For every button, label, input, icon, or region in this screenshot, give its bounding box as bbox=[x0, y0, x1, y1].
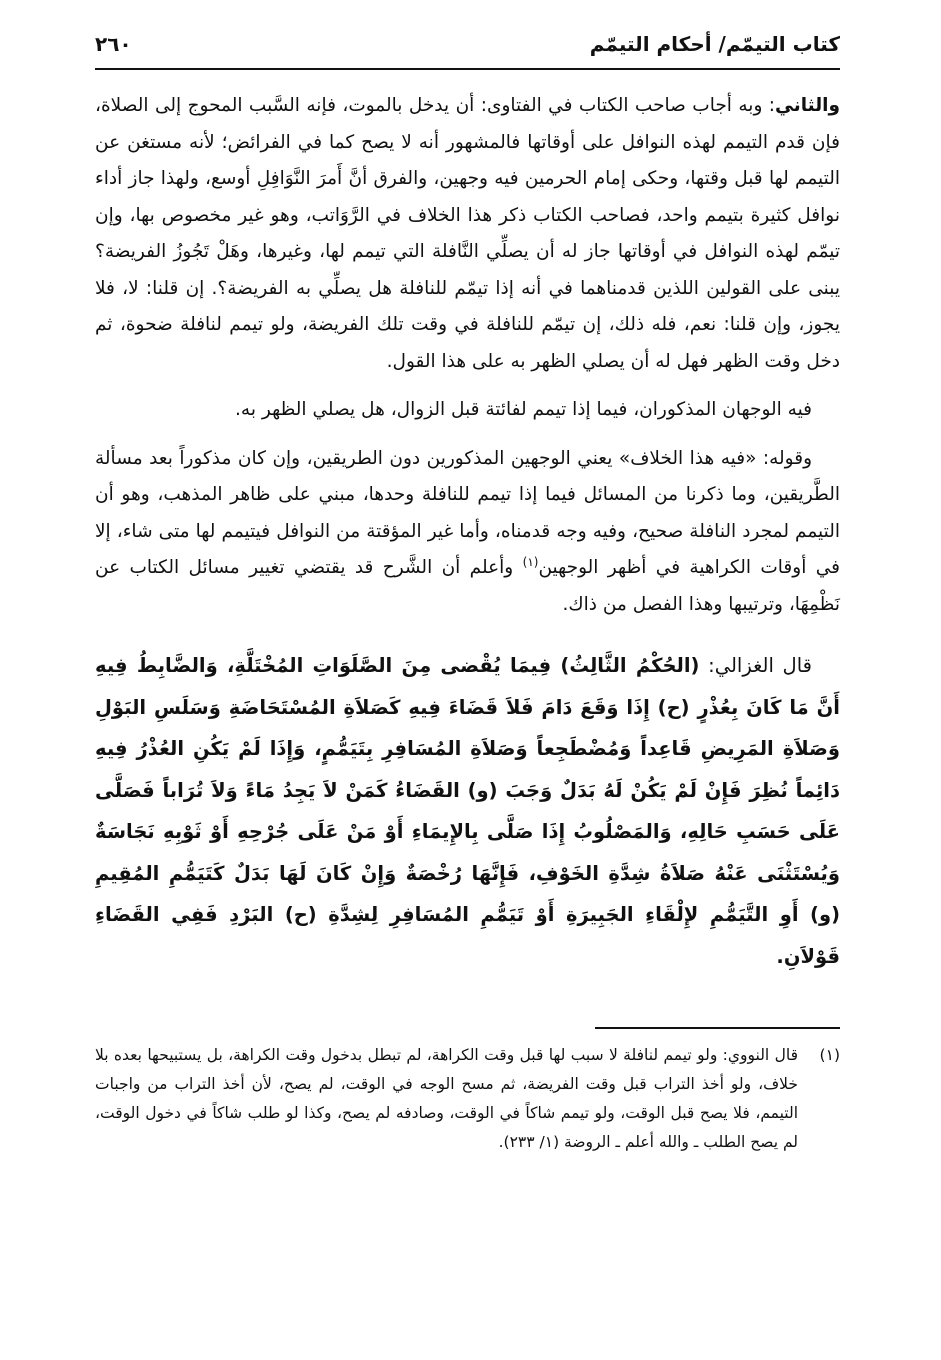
matn-passage bbox=[95, 645, 840, 977]
paragraph-text: : وبه أجاب صاحب الكتاب في الفتاوى: أن يدخل بالموت، فإنه السَّبب المحوج إلى الصلاة، فإن قدم التيمم لهذه النوافل على أوقاتها فالمشهور أنه لا يصح كما في الفرائض؛ لأنه مستغن عن التيمم لها قبل وقتها، وحكى إمام الحرمين فيه وجهين، والفرق أنَّ أَمرَ النَّوَافِلِ أوسع، ولهذا جاز أداء نوافل كثيرة بتيمم واحد، فصاحب الكتاب ذكر هذا الخلاف في الرَّوَاتب، وهو غير مخصوص بها، وإن تيمّم لهذه النوافل في أوقاتها جاز له أن يصلِّي النَّافلة التي تيمم لها، وغيرها، وهَلْ تَجُوزُ الفريضة؟ يبنى على القولين اللذين قدمناهما في أنه إذا تيمّم للنافلة هل يصلِّي به الفريضة؟. إن قلنا: لا، فلا يجوز، وإن قلنا: نعم، فله ذلك، إن تيمّم للنافلة في وقت تلك الفريضة، ولو تيمم لنافلة ضحوة، ثم دخل وقت الظهر فهل له أن يصلي الظهر به على هذا القول. bbox=[95, 95, 840, 372]
footnote bbox=[95, 1041, 840, 1157]
paragraph-text-continued: وأعلم أن الشَّرح قد يقتضي تغيير مسائل الكتاب عن نَظْمِهَا، وترتيبها وهذا الفصل من ذاك. bbox=[95, 557, 840, 615]
paragraph-1 bbox=[95, 88, 840, 380]
commentary-body bbox=[95, 88, 840, 623]
paragraph-lead-term: والثاني bbox=[775, 95, 840, 116]
page-number: ٢٦٠ bbox=[95, 32, 132, 56]
matn-speaker: قال الغزالي: bbox=[699, 654, 812, 677]
footnote-text: قال النووي: ولو تيمم لنافلة لا سبب لها قبل وقت الكراهة، لم تبطل بدخول وقت الكراهة، بل يستبيحها بعده بلا خلاف، ولو أخذ التراب قبل وقت الفريضة، ثم مسح الوجه في الوقت، لم يصح، لأن أخذ التراب من واجبات التيمم، فلا يصح قبل الوقت، ولو تيمم شاكاً في الوقت، وصادفه لم يصح، وكذا لو طلب شاكاً في دخول الوقت، لم يصح الطلب ـ والله أعلم ـ الروضة (١/ ٢٣٣). bbox=[95, 1046, 798, 1151]
matn-text: (الحُكْمُ الثَّالِثُ) فِيمَا يُقْضى مِنَ الصَّلَوَاتِ المُخْتَلَّةِ، وَالضَّابِطُ فِيهِ أَنَّ مَا كَانَ بِعُذْرٍ (ح) إِذَا وَقَعَ دَامَ فَلاَ قَضَاءَ فِيهِ كَصَلاَةِ المُسْتَحَاضَةِ وَسَلَسِ البَوْلِ وَصَلاَةِ المَرِيضِ قَاعِداً وَمُضْطَجِعاً وَصَلاَةِ المُسَافِرِ بِتَيَمُّمٍ، وَإِذَا لَمْ يَكُنِ العُذْرُ فِيهِ دَائِماً نُظِرَ فَإِنْ لَمْ يَكُنْ لَهُ بَدَلٌ وَجَبَ (و) القَضَاءُ كَمَنْ لاَ يَجِدُ مَاءً وَلاَ تُرَاباً فَصَلَّى عَلَى حَسَبِ حَالِهِ، وَالمَصْلُوبُ إِذَا صَلَّى بِالإِيمَاءِ أَوْ مَنْ عَلَى جُرْحِهِ أَوْ ثَوْبِهِ نَجَاسَةٌ وَيُسْتَثْنَى عَنْهُ صَلاَةُ شِدَّةِ الخَوْفِ، فَإِنَّهَا رُخْصَةٌ وَإِنْ كَانَ لَهَا بَدَلٌ كَتَيَمُّمِ المُقِيمِ (و) أَوِ التَّيَمُّمِ لإِلْقَاءِ الجَبِيرَةِ أَوْ تَيَمُّمِ المُسَافِرِ لِشِدَّةِ (ح) البَرْدِ فَفِي القَضَاءِ قَوْلاَنِ. bbox=[95, 654, 840, 968]
running-header bbox=[95, 28, 840, 70]
book-page bbox=[95, 28, 840, 1157]
paragraph-text: وقوله: «فيه هذا الخلاف» يعني الوجهين المذكورين دون الطريقين، وإن كان مذكوراً بعد مسألة الطَّريقين، وما ذكرنا من المسائل فيما إذا تيمم للنافلة وحدها، مبني على ظاهر المذهب، وهو أن التيمم لمجرد النافلة صحيح، وفيه وجه قدمناه، وأما غير المؤقتة من النوافل فيتيمم لها متى شاء، إلا في أوقات الكراهية في أظهر الوجهين bbox=[95, 447, 840, 578]
footnote-number: (١) bbox=[819, 1046, 840, 1064]
footnote-marker[interactable]: (١) bbox=[522, 554, 539, 569]
paragraph-2: فيه الوجهان المذكوران، فيما إذا تيمم لفائتة قبل الزوال، هل يصلي الظهر به. bbox=[235, 399, 812, 420]
footnote-divider bbox=[595, 1027, 840, 1029]
paragraph-3 bbox=[95, 441, 840, 624]
header-title: كتاب التيمّم/ أحكام التيمّم bbox=[589, 32, 840, 56]
